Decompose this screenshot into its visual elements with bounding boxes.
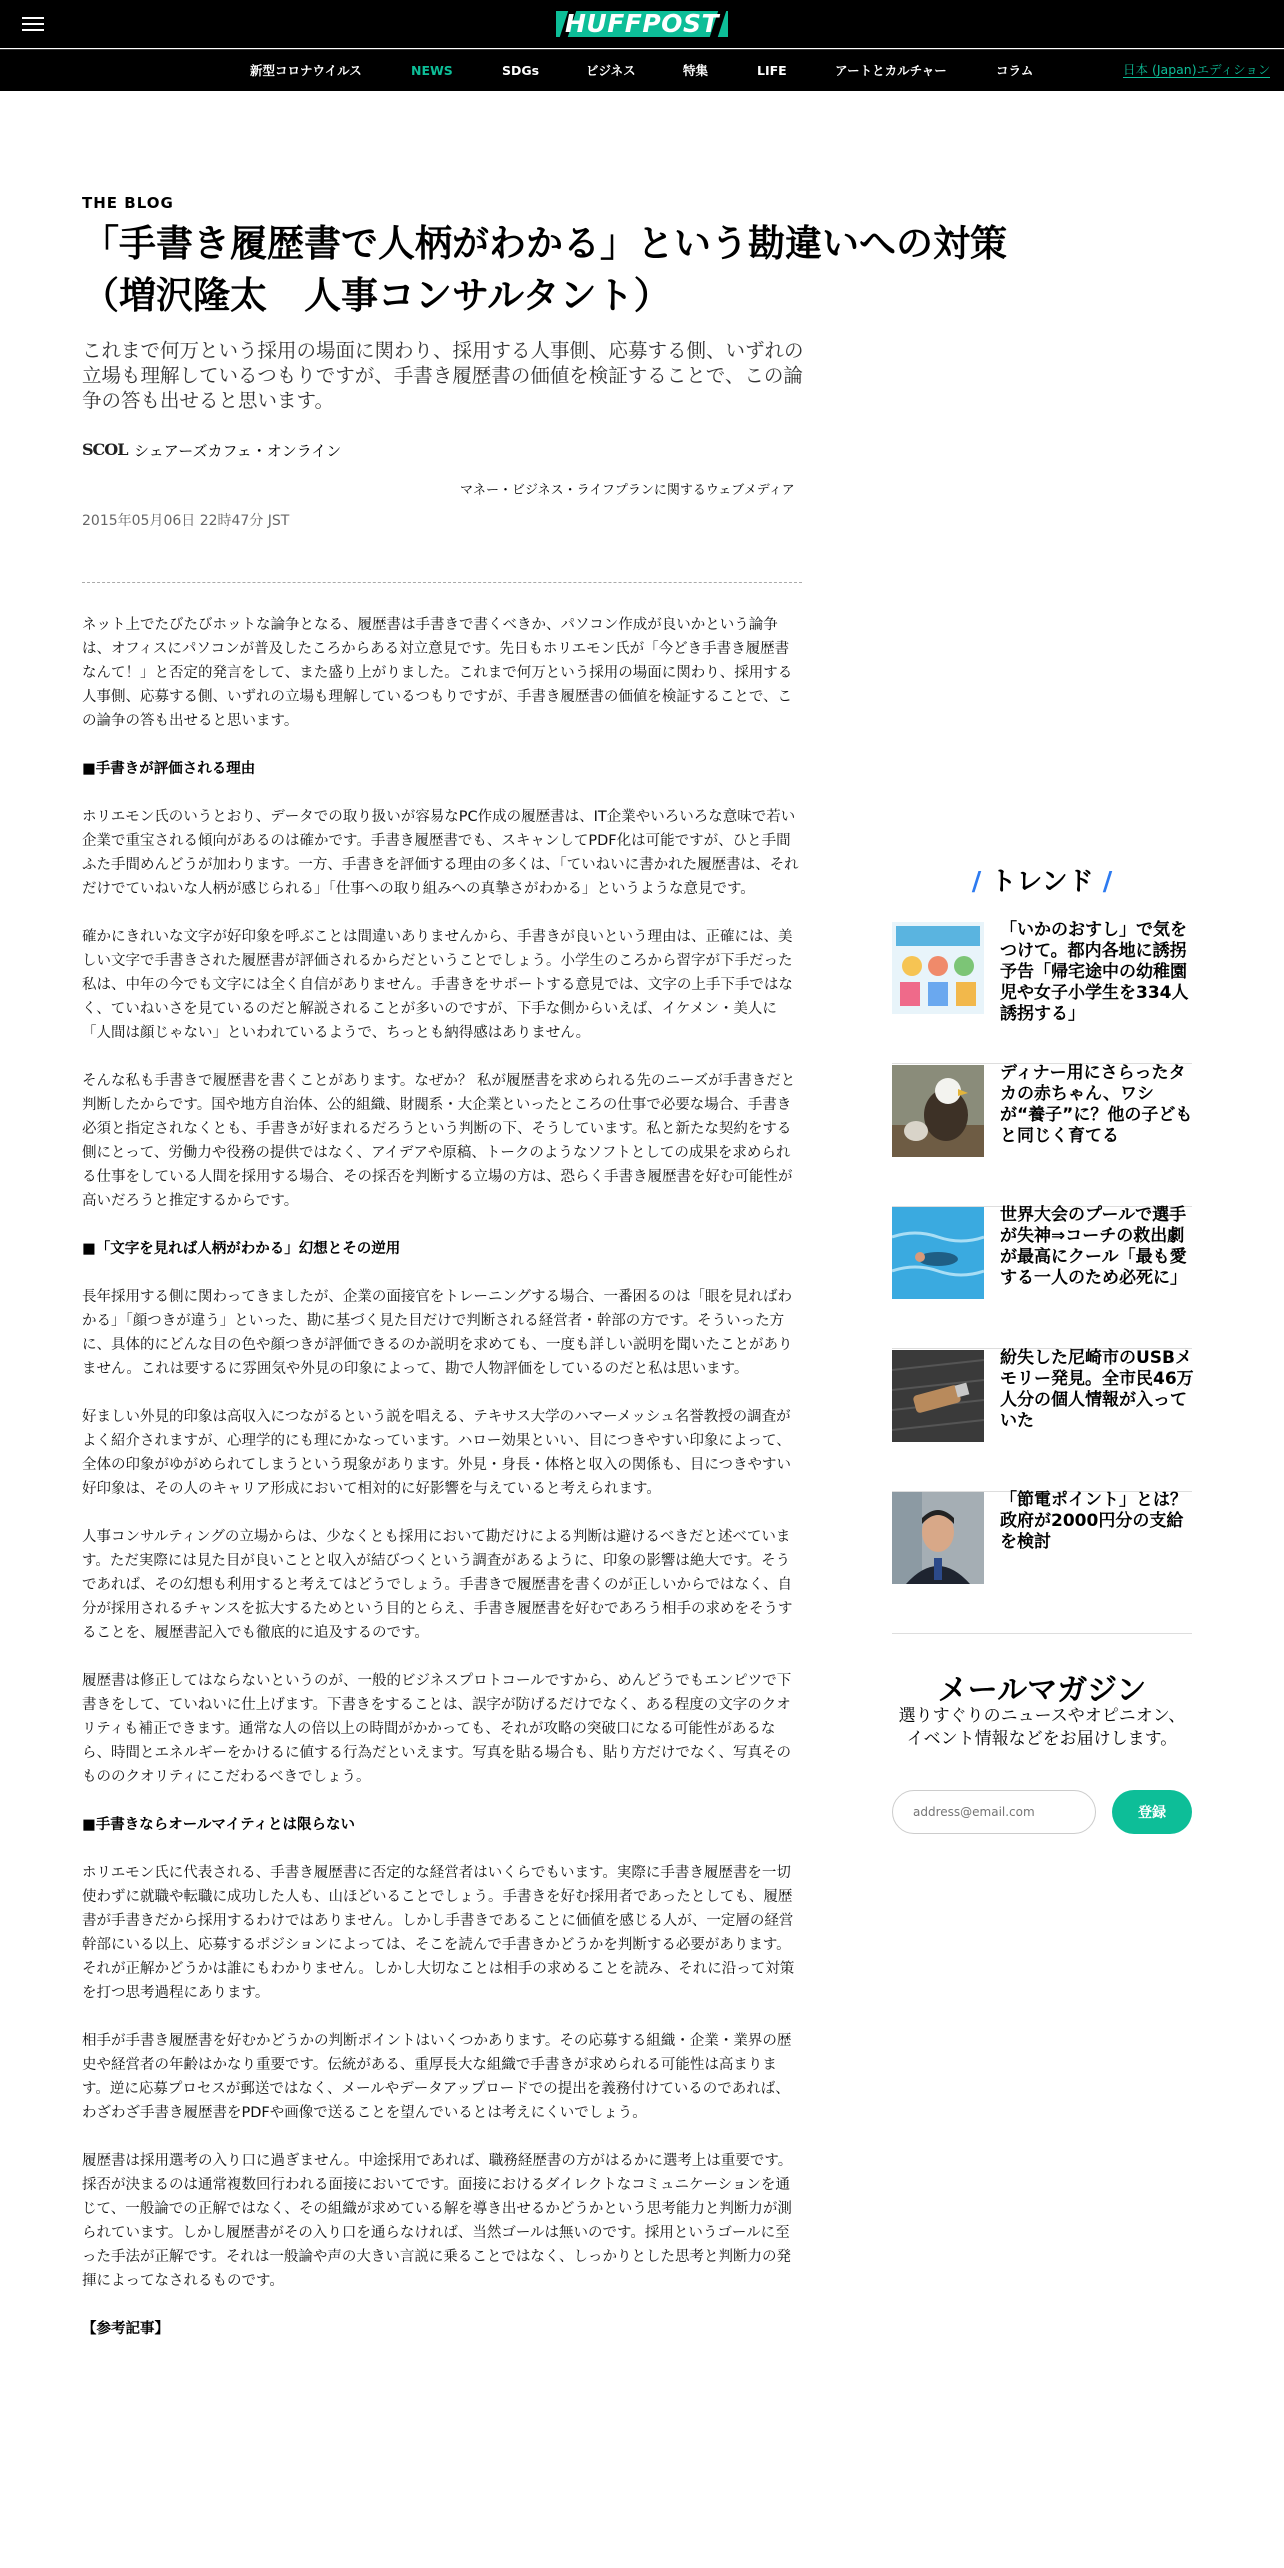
logo-text: HUFFPOST	[564, 9, 719, 38]
huffpost-logo[interactable]	[556, 9, 728, 39]
poster-image	[892, 922, 984, 1014]
article-body	[82, 613, 802, 2365]
trend-item-text[interactable]: 「いかのおすし」で気をつけて。都内各地に誘拐予告「帰宅途中の幼稚園児や女子小学生を334人誘拐する」	[1000, 920, 1189, 1024]
trend-item[interactable]	[892, 1350, 1192, 1492]
section-heading: ■手書きが評価される理由	[82, 761, 256, 777]
trend-item[interactable]	[892, 1065, 1192, 1207]
trend-heading-label: トレンド	[990, 867, 1094, 897]
header-divider	[82, 582, 802, 583]
body-paragraph: ホリエモン氏のいうとおり、データでの取り扱いが容易なPC作成の履歴書は、IT企業やいろいろな意味で若い企業で重宝される傾向があるのは確かです。手書き履歴書でも、スキャンしてPDF化は可能ですが、ひと手間ふた手間めんどうが加わります。一方、手書きを評価する理由の多くは、「ていねいに書かれた履歴書は、それだけでていねいな人柄が感じられる」「仕事への取り組みへの真摯さがわかる」というような意見です。	[82, 809, 799, 897]
nav-item-column[interactable]: コラム	[996, 63, 1034, 78]
title-line-2: （増沢隆太 人事コンサルタント）	[82, 274, 671, 317]
body-paragraph: 履歴書は採用選考の入り口に過ぎません。中途採用であれば、職務経歴書の方がはるかに選考上は重要です。採否が決まるのは通常複数回行われる面接においてです。面接におけるダイレクトなコミュニケーションを通じて、一般論での正解ではなく、その組織が求めている解を導き出せるかどうかという思考能力と判断力が測られています。しかし履歴書がその入り口を通らなければ、当然ゴールは無いのです。採用というゴールに至った手法が正解です。それは一般論や声の大きい言説に乗ることではなく、しっかりとした思考と判断力の発揮によってなされるものです。	[82, 2153, 793, 2289]
trend-item-text[interactable]: ディナー用にさらったタカの赤ちゃん、ワシが“養子”に？他の子どもと同じく育てる	[1000, 1063, 1193, 1146]
minister-image	[892, 1492, 984, 1584]
trend-item-text[interactable]: 「節電ポイント」とは？政府が2000円分の支給を検討	[1000, 1490, 1187, 1552]
main-nav	[0, 49, 1284, 91]
author-name[interactable]: シェアーズカフェ・オンライン	[134, 442, 342, 460]
trend-item-text[interactable]: 世界大会のプールで選手が失神⇒コーチの救出劇が最高にクール「最も愛する一人のため必死に」	[1000, 1205, 1187, 1288]
blog-kicker: THE BLOG	[82, 194, 174, 212]
nav-item-features[interactable]: 特集	[683, 63, 709, 78]
edition-selector[interactable]	[1123, 50, 1270, 92]
article-subtitle: これまで何万という採用の場面に関わり、採用する人事側、応募する側、いずれの立場も理解しているつもりですが、手書き履歴書の価値を検証することで、この論争の答も出せると思います。	[82, 339, 804, 412]
nav-item-sdgs[interactable]: SDGs	[502, 63, 540, 78]
newsletter-email-input[interactable]	[892, 1790, 1096, 1834]
top-bar	[0, 0, 1284, 48]
eagle-image	[892, 1065, 984, 1157]
nav-item-news[interactable]: NEWS	[411, 63, 453, 78]
nav-item-arts[interactable]: アートとカルチャー	[835, 63, 947, 78]
article-title	[82, 218, 1082, 322]
nav-item-covid[interactable]: 新型コロナウイルス	[250, 63, 362, 78]
section-heading: 【参考記事】	[82, 2321, 169, 2337]
trend-item[interactable]	[892, 1207, 1192, 1349]
trend-item[interactable]	[892, 922, 1192, 1064]
body-paragraph: 履歴書は修正してはならないというのが、一般的ビジネスプロトコールですから、めんどうでもエンピツで下書きをして、ていねいに仕上げます。下書きをすることは、誤字が防げるだけでなく、ある程度の文字のクオリティも補正できます。通常な人の倍以上の時間がかかっても、それが攻略の突破口になる可能性があるなら、時間とエネルギーをかけるに値する行為だといえます。写真を貼る場合も、貼り方だけでなく、写真そのもののクオリティにこだわるべきでしょう。	[82, 1673, 792, 1785]
newsletter-subscribe-button[interactable]: 登録	[1112, 1790, 1192, 1834]
body-paragraph: ホリエモン氏に代表される、手書き履歴書に否定的な経営者はいくらでもいます。実際に手書き履歴書を一切使わずに就職や転職に成功した人も、山ほどいることでしょう。手書きを好む採用者であったとしても、履歴書が手書きだから採用するわけではありません。しかし手書きであることに価値を感じる人が、一定層の経営幹部にいる以上、応募するポジションによっては、そこを読んで手書きかどうかを判断する必要があります。それが正解かどうかは誰にもわかりません。しかし大切なことは相手の求めることを読み、それに沿って対策を打つ思考過程にあります。	[82, 1865, 795, 2001]
body-paragraph: 長年採用する側に関わってきましたが、企業の面接官をトレーニングする場合、一番困るのは「眼を見ればわかる」「顔つきが違う」といった、勘に基づく見た目だけで判断される経営者・幹部の方です。そういった方に、具体的にどんな目の色や顔つきが評価できるのか説明を求めても、一度も詳しい説明を聞いたことがありません。これは要するに雰囲気や外見の印象によって、勘で人物評価をしているのだと私は思います。	[82, 1289, 793, 1377]
section-heading: ■「文字を見れば人柄がわかる」幻想とその逆用	[82, 1241, 401, 1257]
trend-heading: / トレンド /	[971, 867, 1113, 897]
section-heading: ■手書きならオールマイティとは限らない	[82, 1817, 355, 1833]
body-paragraph: 好ましい外見的印象は高収入につながるという説を唱える、テキサス大学のハマーメッシュ名誉教授の調査がよく紹介されますが、心理学的にも理にかなっています。ハロー効果といい、目につきやすい印象によって、全体の印象がゆがめられてしまうという現象があります。外見・身長・体格と収入の関係も、目につきやすい好印象は、その人のキャリア形成において相対的に好影響を与えていると考えられます。	[82, 1409, 792, 1497]
trend-item-text[interactable]: 紛失した尼崎市のUSBメモリー発見。全市民46万人分の個人情報が入っていた	[1000, 1348, 1194, 1431]
publish-date: 2015年05月06日 22時47分 JST	[82, 513, 290, 529]
body-paragraph: 確かにきれいな文字が好印象を呼ぶことは間違いありませんから、手書きが良いという理由は、正確には、美しい文字で手書きされた履歴書が評価されるからだということでしょう。小学生のころから習字が下手だった私は、中年の今でも文字には全く自信がありません。手書きをサポートする意見では、文字の上手下手ではなく、ていねいさを見ているのだと解説されることが多いのですが、下手な側からいえば、イケメン・美人に「人間は顔じゃない」といわれているようで、ちっとも納得感はありません。	[82, 929, 793, 1041]
body-paragraph: 人事コンサルティングの立場からは、少なくとも採用において勘だけによる判断は避けるべきだと述べています。ただ実際には見た目が良いことと収入が結びつくという調査があるように、印象の影響は絶大です。そうであれば、その幻想も利用すると考えてはどうでしょう。手書きで履歴書を書くのが正しいからではなく、自分が採用されるチャンスを拡大するためという目的とらえ、手書き履歴書を好むであろう相手の求めをそうすることを、履歴書記入でも徹底的に追及するのです。	[82, 1529, 793, 1641]
newsletter-description: 選りすぐりのニュースやオピニオン、イベント情報などをお届けします。	[898, 1706, 1186, 1749]
nav-item-business[interactable]: ビジネス	[586, 63, 636, 78]
menu-icon[interactable]	[22, 15, 44, 33]
body-paragraph: そんな私も手書きで履歴書を書くことがあります。なぜか？ 私が履歴書を求められる先のニーズが手書きだと判断したからです。国や地方自治体、公的組織、財閥系・大企業といったところの仕事で必要な場合、手書き必須と指定されなくとも、手書きが好まれるだろうという判断の下、そうしています。私と新たな契約をする側にとって、労働力や役務の提供ではなく、アイデアや原稿、トークのようなソフトとしての成果を求められる仕事をしている人間を採用する場合、その採否を判断する立場の方は、恐らく手書き履歴書を好む可能性が高いだろうと推定するからです。	[82, 1073, 796, 1209]
trend-item[interactable]	[892, 1492, 1192, 1634]
nav-item-life[interactable]: LIFE	[757, 63, 787, 78]
pool-image	[892, 1207, 984, 1299]
author-description: マネー・ビジネス・ライフプランに関するウェブメディア	[460, 483, 795, 498]
newsletter-title: メールマガジン	[937, 1673, 1147, 1708]
edition-label: 日本 (Japan)エディション	[1123, 62, 1271, 77]
usb-image	[892, 1350, 984, 1442]
title-line-1: 「手書き履歴書で人柄がわかる」という勘違いへの対策	[82, 222, 1007, 265]
body-paragraph: ネット上でたびたびホットな論争となる、履歴書は手書きで書くべきか、パソコン作成が良いかという論争は、オフィスにパソコンが普及したころからある対立意見です。先日もホリエモン氏が「今どき手書き履歴書なんて！」と否定的発言をして、また盛り上がりました。これまで何万という採用の場面に関わり、採用する人事側、応募する側、いずれの立場も理解しているつもりですが、手書き履歴書の価値を検証することで、この論争の答も出せると思います。	[82, 617, 793, 729]
body-paragraph: 相手が手書き履歴書を好むかどうかの判断ポイントはいくつかあります。その応募する組織・企業・業界の歴史や経営者の年齢はかなり重要です。伝統がある、重厚長大な組織で手書きが求められる可能性は高まります。逆に応募プロセスが郵送ではなく、メールやデータアップロードでの提出を義務付けているのであれば、わざわざ手書き履歴書をPDFや画像で送ることを望んでいるとは考えにくいでしょう。	[82, 2033, 792, 2121]
author-logo[interactable]: SCOL	[82, 440, 128, 459]
